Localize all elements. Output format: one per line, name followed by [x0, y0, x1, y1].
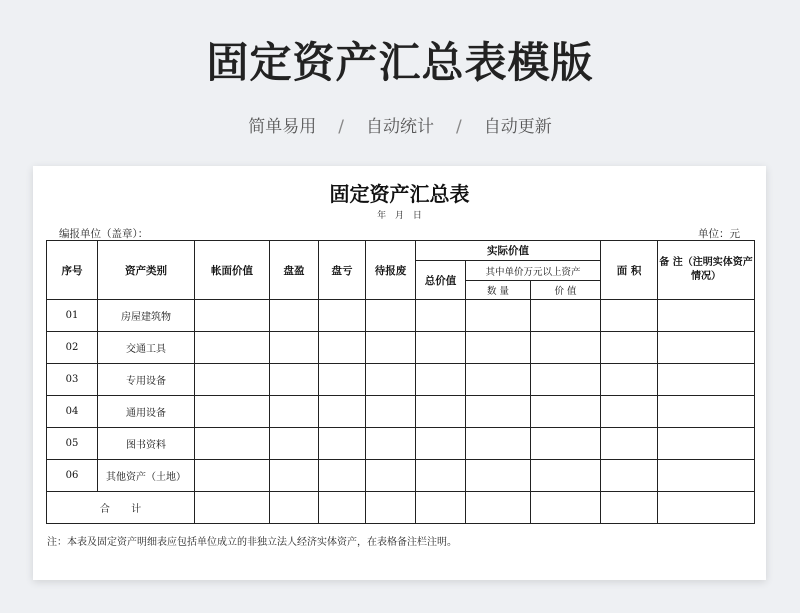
reporting-unit-label: 编报单位（盖章）：	[59, 228, 149, 240]
table-cell[interactable]	[366, 428, 416, 460]
table-cell[interactable]	[658, 300, 755, 332]
table-cell[interactable]	[466, 300, 531, 332]
table-row	[47, 300, 755, 332]
table-cell[interactable]	[270, 492, 319, 524]
tagline	[0, 112, 800, 137]
row-category: 其他资产（土地）	[98, 460, 195, 492]
table-cell[interactable]	[658, 332, 755, 364]
table-cell[interactable]	[270, 460, 319, 492]
header-seq: 序号	[47, 241, 98, 300]
row-seq: 06	[47, 460, 98, 492]
row-seq: 02	[47, 332, 98, 364]
tag-auto-stat: 自动统计	[366, 117, 434, 137]
row-category: 房屋建筑物	[98, 300, 195, 332]
header-area: 面 积	[601, 241, 658, 300]
table-cell[interactable]	[319, 300, 366, 332]
table-cell[interactable]	[658, 492, 755, 524]
date-line: 年 月 日	[377, 211, 422, 221]
table-cell[interactable]	[601, 332, 658, 364]
table-cell[interactable]	[601, 364, 658, 396]
header-row	[47, 241, 755, 261]
table-cell[interactable]	[531, 364, 601, 396]
table-cell[interactable]	[195, 396, 270, 428]
table-cell[interactable]	[270, 364, 319, 396]
banner-title: 固定资产汇总表模版	[206, 38, 594, 87]
table-cell[interactable]	[416, 396, 466, 428]
table-cell[interactable]	[319, 332, 366, 364]
table-cell[interactable]	[195, 364, 270, 396]
table-cell[interactable]	[531, 492, 601, 524]
table-cell[interactable]	[601, 428, 658, 460]
header-total-value: 总价值	[416, 261, 466, 300]
table-cell[interactable]	[366, 492, 416, 524]
row-category: 图书资料	[98, 428, 195, 460]
spreadsheet-preview	[33, 166, 766, 580]
footnote: 注：本表及固定资产明细表应包括单位成立的非独立法人经济实体资产，在表格备注栏注明。	[47, 537, 457, 548]
table-row	[47, 364, 755, 396]
table-cell[interactable]	[531, 396, 601, 428]
table-cell[interactable]	[270, 396, 319, 428]
asset-summary-table	[46, 240, 755, 524]
tag-simple: 简单易用	[248, 117, 317, 137]
table-cell[interactable]	[416, 492, 466, 524]
currency-unit-label: 单位：元	[698, 228, 740, 240]
header-quantity: 数 量	[466, 281, 531, 300]
header-remark: 备 注（注明实体资产情况）	[658, 241, 755, 300]
table-cell[interactable]	[366, 460, 416, 492]
table-cell[interactable]	[319, 364, 366, 396]
table-cell[interactable]	[195, 300, 270, 332]
row-seq: 03	[47, 364, 98, 396]
header-surplus: 盘盈	[270, 241, 319, 300]
table-row	[47, 428, 755, 460]
table-cell[interactable]	[601, 492, 658, 524]
table-cell[interactable]	[466, 396, 531, 428]
table-cell[interactable]	[601, 300, 658, 332]
header-loss: 盘亏	[319, 241, 366, 300]
table-cell[interactable]	[416, 364, 466, 396]
table-cell[interactable]	[416, 300, 466, 332]
table-cell[interactable]	[416, 460, 466, 492]
table-cell[interactable]	[601, 460, 658, 492]
table-cell[interactable]	[195, 332, 270, 364]
table-cell[interactable]	[195, 428, 270, 460]
table-cell[interactable]	[270, 332, 319, 364]
table-cell[interactable]	[366, 332, 416, 364]
table-cell[interactable]	[466, 332, 531, 364]
table-cell[interactable]	[531, 428, 601, 460]
table-cell[interactable]	[466, 460, 531, 492]
tag-separator: /	[456, 117, 462, 137]
table-cell[interactable]	[270, 300, 319, 332]
table-cell[interactable]	[658, 460, 755, 492]
table-cell[interactable]	[416, 332, 466, 364]
row-category: 专用设备	[98, 364, 195, 396]
header-scrap: 待报废	[366, 241, 416, 300]
total-row	[47, 492, 755, 524]
table-cell[interactable]	[531, 332, 601, 364]
table-cell[interactable]	[658, 364, 755, 396]
row-category: 交通工具	[98, 332, 195, 364]
table-cell[interactable]	[319, 428, 366, 460]
table-cell[interactable]	[319, 396, 366, 428]
table-cell[interactable]	[466, 364, 531, 396]
row-seq: 05	[47, 428, 98, 460]
table-cell[interactable]	[319, 492, 366, 524]
table-cell[interactable]	[658, 428, 755, 460]
table-cell[interactable]	[658, 396, 755, 428]
header-above-10k: 其中单价万元以上资产	[466, 261, 601, 281]
table-cell[interactable]	[270, 428, 319, 460]
row-seq: 04	[47, 396, 98, 428]
header-category: 资产类别	[98, 241, 195, 300]
table-row	[47, 332, 755, 364]
table-cell[interactable]	[466, 492, 531, 524]
table-cell[interactable]	[601, 396, 658, 428]
total-label: 合 计	[47, 492, 195, 524]
table-cell[interactable]	[195, 460, 270, 492]
table-cell[interactable]	[366, 364, 416, 396]
table-cell[interactable]	[319, 460, 366, 492]
header-actual-value: 实际价值	[416, 241, 601, 261]
header-value: 价 值	[531, 281, 601, 300]
table-cell[interactable]	[366, 396, 416, 428]
table-cell[interactable]	[531, 460, 601, 492]
table-cell[interactable]	[466, 428, 531, 460]
table-cell[interactable]	[531, 300, 601, 332]
tag-auto-update: 自动更新	[483, 117, 552, 137]
header-book-value: 帐面价值	[195, 241, 270, 300]
sheet-title: 固定资产汇总表	[329, 182, 470, 206]
table-cell[interactable]	[366, 300, 416, 332]
row-seq: 01	[47, 300, 98, 332]
table-row	[47, 396, 755, 428]
table-row	[47, 460, 755, 492]
row-category: 通用设备	[98, 396, 195, 428]
table-cell[interactable]	[195, 492, 270, 524]
tag-separator: /	[338, 117, 344, 137]
table-cell[interactable]	[416, 428, 466, 460]
